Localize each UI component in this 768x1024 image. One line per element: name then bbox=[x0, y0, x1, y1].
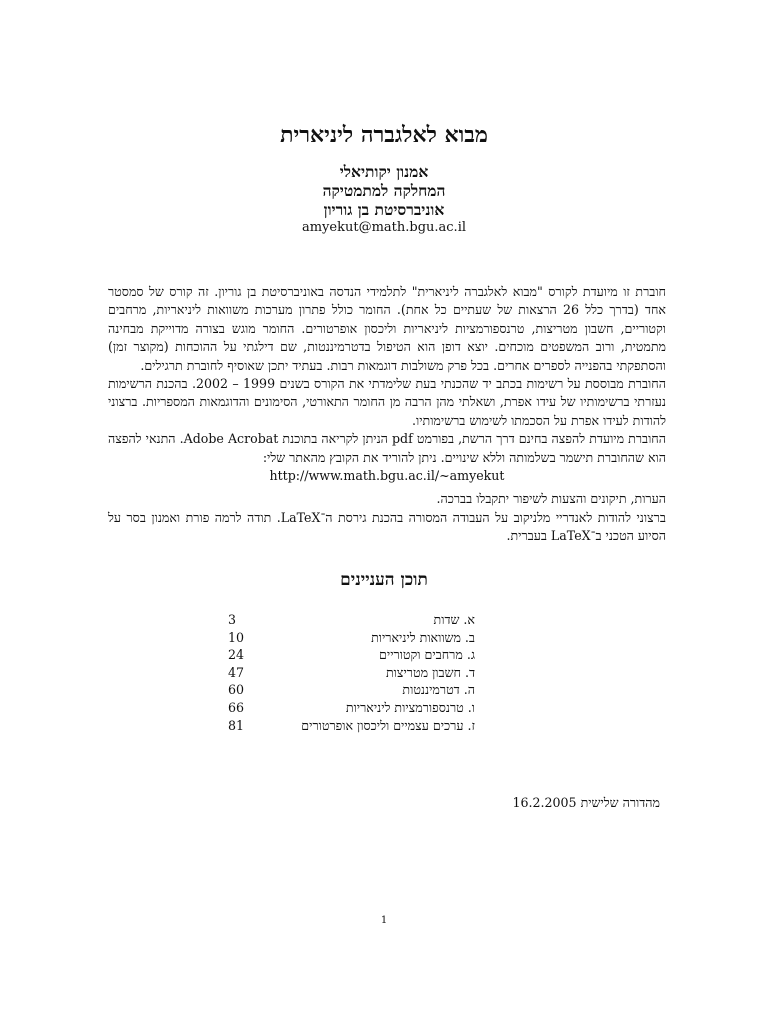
edition-note: מהדורה שלישית 16.2.2005 bbox=[512, 795, 660, 810]
author-name: אמנון יקותיאלי bbox=[339, 162, 429, 181]
toc-entry[interactable] bbox=[228, 681, 475, 699]
intro-paragraph-1: חוברת זו מיועדת לקורס "מבוא לאלגברה ליניארית" לתלמידי הנדסה באוניברסיטת בן גוריון. זה קורס של סמסטר אחד (בדרך כלל 26 הרצאות של שעתיים כל אחת). החומר כולל פתרון מערכות משוואות ליניאריות, מרחבים וקטוריים, חשבון מטריצות, טרנספורמציות ליניאריות וליכסון אופרטורים. החומר מוגש בצורה מדוייקת מבחינה מתמטית, ורוב המשפטים מוכחים. יוצא דופן הוא הטיפול בדטרמיננטות, שם דילגתי על ההוכחות (מקוצר זמן) והסתפקתי בהפנייה לספרים אחרים. בכל פרק משולבות דוגמאות רבות. בעתיד יתכן שאוסיף לחוברת תרגילים. bbox=[108, 284, 666, 373]
toc-page-number: 81 bbox=[228, 717, 245, 733]
toc-entry-label: ד. חשבון מטריצות bbox=[386, 664, 475, 680]
toc-heading: תוכן העניינים bbox=[340, 570, 428, 590]
toc-entry[interactable] bbox=[228, 629, 475, 647]
toc-entry[interactable] bbox=[228, 717, 475, 735]
toc-entry[interactable] bbox=[228, 664, 475, 682]
intro-paragraph-4: הערות, תיקונים והצעות לשיפור יתקבלו בברכה. bbox=[436, 491, 666, 507]
page-number: 1 bbox=[380, 915, 388, 926]
table-of-contents bbox=[228, 611, 475, 734]
toc-page-number: 47 bbox=[228, 664, 245, 680]
toc-page-number: 60 bbox=[228, 682, 245, 698]
introduction bbox=[108, 283, 666, 546]
document-title: מבוא לאלגברה ליניארית bbox=[280, 122, 488, 148]
author-website-link[interactable]: http://www.math.bgu.ac.il/~amyekut bbox=[269, 468, 505, 484]
intro-paragraph-3: החוברת מיועדת להפצה בחינם דרך הרשת, בפורמט pdf הניתן לקריאה בתוכנת Adobe Acrobat. התנאי להפצה הוא שהחוברת תישמר בשלמותה וללא שינויים. ניתן להוריד את הקובץ מהאתר שלי: bbox=[108, 431, 666, 465]
toc-entry[interactable] bbox=[228, 646, 475, 664]
toc-page-number: 3 bbox=[228, 612, 237, 627]
intro-paragraph-2: החוברת מבוססת על רשימות בכתב יד שהכנתי בעת שלימדתי את הקורס בשנים 1999 – 2002. בהכנת הרשימות נעזרתי ברשימותיו של עידו אפרת, ושאלתי מהן הרבה מן החומר התאורטי, הסימונים והדוגמאות המספריות. ברצוני להודות לעידו אפרת על הסכמתו לשימוש ברשימותיו. bbox=[108, 376, 666, 428]
toc-entry-label: א. שדות bbox=[433, 612, 475, 627]
toc-entry-label: ז. ערכים עצמיים וליכסון אופרטורים bbox=[301, 717, 475, 733]
author-department: המחלקה למתמטיקה bbox=[322, 181, 446, 200]
toc-entry-label: ה. דטרמיננטות bbox=[402, 682, 475, 698]
toc-entry[interactable] bbox=[228, 611, 475, 629]
toc-page-number: 66 bbox=[228, 699, 245, 715]
toc-entry-label: ו. טרנספורמציות ליניאריות bbox=[345, 699, 475, 715]
author-university: אוניברסיטת בן גוריון bbox=[323, 200, 445, 219]
toc-entry-label: ב. משוואות ליניאריות bbox=[371, 629, 475, 645]
toc-entry[interactable] bbox=[228, 699, 475, 717]
toc-page-number: 24 bbox=[228, 647, 245, 663]
author-email: amyekut@math.bgu.ac.il bbox=[301, 220, 467, 235]
intro-paragraph-5: ברצוני להודות לאנדריי מלניקוב על העבודה המסורה בהכנת גירסת ה־LaTeX. תודה לרמה פורת ואמנון בסר על הסיוע הטכני ב־LaTeX בעברית. bbox=[108, 509, 666, 544]
author-block bbox=[0, 162, 768, 236]
toc-page-number: 10 bbox=[228, 629, 245, 645]
toc-entry-label: ג. מרחבים וקטוריים bbox=[379, 647, 475, 663]
